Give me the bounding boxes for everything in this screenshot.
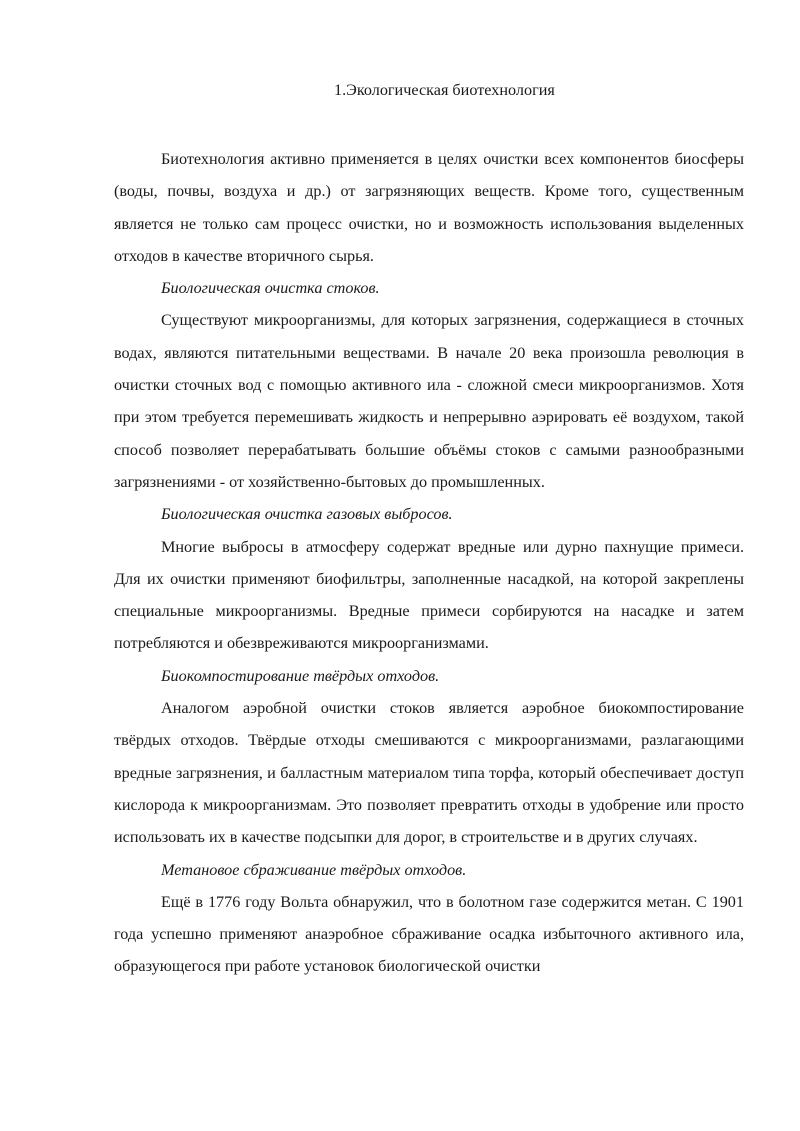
body-paragraph-wastewater: Существуют микроорганизмы, для которых загрязнения, содержащиеся в сточных водах, являются питательными веществами. В начале 20 века произошла революция в очистки сточных вод с помощью активного ила - сложной смеси микроорганизмов. Хотя при этом требуется перемешивать жидкость и непрерывно аэрировать её воздухом, такой способ позволяет перерабатывать большие объёмы стоков с самыми разнообразными загрязнениями - от хозяйственно-бытовых до промышленных. — [114, 311, 744, 491]
body-paragraph-intro: Биотехнология активно применяется в целях очистки всех компонентов биосферы (воды, почвы, воздуха и др.) от загрязняющих веществ. Кроме того, существенным является не только сам процесс очистки, но и возможность использования выделенных отходов в качестве вторичного сырья. — [114, 150, 744, 265]
section-heading-methane: Метановое сбраживание твёрдых отходов. — [161, 860, 467, 879]
body-paragraph-methane: Ещё в 1776 году Вольта обнаружил, что в болотном газе содержится метан. С 1901 года успешно применяют анаэробное сбраживание осадка избыточного активного ила, образующегося при работе установок биологической очистки — [114, 892, 744, 976]
section-heading-gas-emissions: Биологическая очистка газовых выбросов. — [161, 505, 453, 524]
section-heading-composting: Биокомпостирование твёрдых отходов. — [161, 666, 440, 685]
body-paragraph-composting: Аналогом аэробной очистки стоков является аэробное биокомпостирование твёрдых отходов. Твёрдые отходы смешиваются с микроорганизмами, разлагающими вредные загрязнения, и балластным материалом типа торфа, который обеспечивает доступ кислорода к микроорганизмам. Это позволяет превратить отходы в удобрение или просто использовать их в качестве подсыпки для дорог, в строительстве и в других случаях. — [114, 699, 744, 847]
section-heading-wastewater: Биологическая очистка стоков. — [161, 279, 380, 298]
body-paragraph-gas-emissions: Многие выбросы в атмосферу содержат вредные или дурно пахнущие примеси. Для их очистки применяют биофильтры, заполненные насадкой, на которой закреплены специальные микроорганизмы. Вредные примеси сорбируются на насадке и затем потребляются и обезвреживаются микроорганизмами. — [114, 537, 744, 653]
page-title: 1.Экологическая биотехнология — [334, 81, 555, 99]
